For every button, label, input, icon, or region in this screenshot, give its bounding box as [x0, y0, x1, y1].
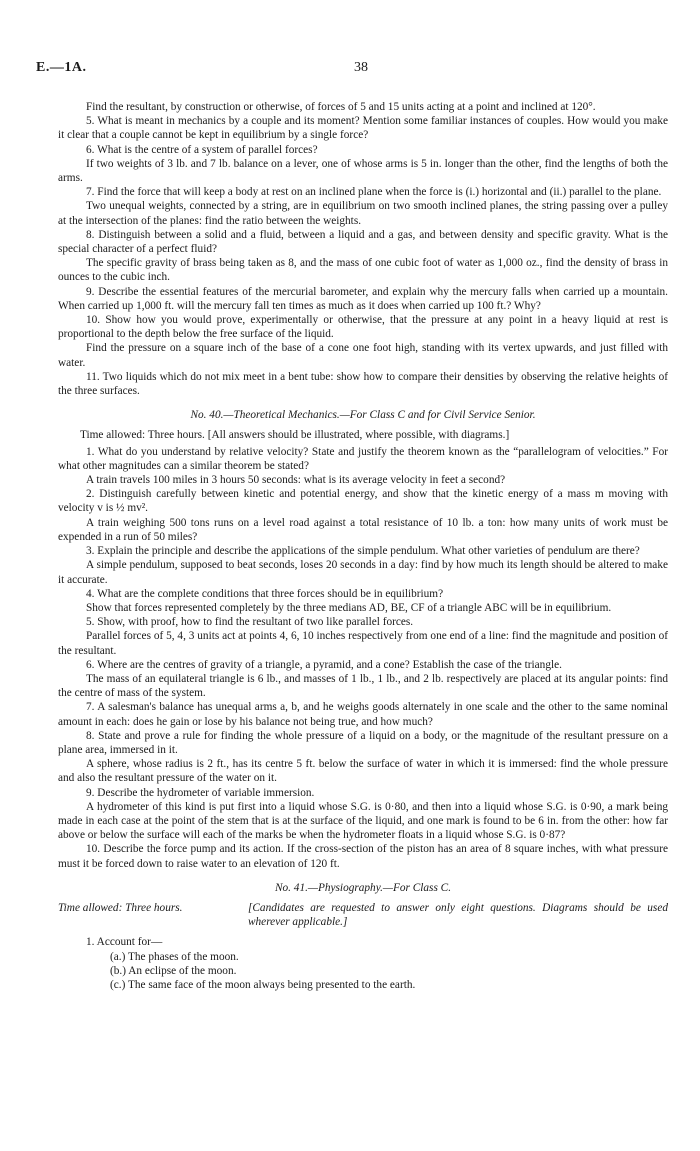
- section-41-heading: No. 41.—Physiography.—For Class C.: [274, 881, 452, 894]
- question-paragraph: A hydrometer of this kind is put first into a liquid whose S.G. is 0·80, and then into a liquid whose S.G. is 0·90, a mark being made in each case at the point of the stem that is at the surface of the liquid, and one mark is found to be 6 in. from the other: how far above or below the surface will each of the marks be when the hydrometer floats in a liquid whose S.G. is 0·87?: [58, 800, 668, 842]
- question-paragraph: 7. A salesman's balance has unequal arms a, b, and he weighs goods alternately in one scale and the other to the same nominal amount in each: does he gain or lose by his balance not being true, and how much?: [58, 701, 668, 728]
- question-paragraph: Find the resultant, by construction or otherwise, of forces of 5 and 15 units acting at a point and inclined at 120°.: [86, 101, 596, 113]
- section-41-question-1: 1. Account for—: [86, 936, 163, 949]
- question-paragraph: The mass of an equilateral triangle is 6 lb., and masses of 1 lb., 1 lb., and 2 lb. respectively are placed at its angular points: find the centre of mass of the system.: [58, 672, 668, 700]
- question-paragraph: The specific gravity of brass being taken as 8, and the mass of one cubic foot of water as 1,000 oz., find the density of brass in ounces to the cubic inch.: [58, 257, 668, 284]
- section-40-heading: No. 40.—Theoretical Mechanics.—For Class C and for Civil Service Senior.: [190, 409, 536, 422]
- sub-item: (b.) An eclipse of the moon.: [110, 964, 237, 977]
- question-paragraph: 8. Distinguish between a solid and a fluid, between a liquid and a gas, and between density and specific gravity. What is the special character of a perfect fluid?: [58, 228, 668, 256]
- page-number: 38: [354, 60, 368, 75]
- question-paragraph: Show that forces represented completely by the three medians AD, BE, CF of a triangle ABC will be in equilibrium.: [86, 601, 612, 614]
- section-41-subitems: [58, 950, 668, 993]
- section-41-time: [58, 901, 668, 929]
- questions-continued: [58, 100, 668, 398]
- sub-item: (a.) The phases of the moon.: [110, 950, 239, 963]
- section-41-time-label: Time allowed: Three hours.: [58, 901, 183, 914]
- section-41-time-note: [Candidates are requested to answer only eight questions. Diagrams should be used wherever applicable.]: [248, 901, 668, 929]
- question-paragraph: 5. Show, with proof, how to find the resultant of two like parallel forces.: [86, 616, 414, 629]
- question-paragraph: A train weighing 500 tons runs on a level road against a total resistance of 10 lb. a ton: how many units of work must be expended in a run of 50 miles?: [58, 516, 668, 543]
- section-40-time: Time allowed: Three hours. [All answers should be illustrated, where possible, with diagrams.]: [80, 429, 510, 442]
- question-paragraph: Find the pressure on a square inch of the base of a cone one foot high, standing with its vertex upwards, and just filled with water.: [58, 342, 668, 369]
- question-paragraph: 8. State and prove a rule for finding the whole pressure of a liquid on a body, or the magnitude of the resultant pressure on a plane area, immersed in it.: [58, 729, 668, 756]
- question-paragraph: A sphere, whose radius is 2 ft., has its centre 5 ft. below the surface of water in which it is immersed: find the whole pressure and also the resultant pressure of the water on it.: [58, 758, 668, 785]
- question-paragraph: 10. Describe the force pump and its action. If the cross-section of the piston has an area of 8 square inches, with what pressure must it be forced down to raise water to an elevation of 120 ft.: [58, 843, 668, 870]
- question-paragraph: 5. What is meant in mechanics by a couple and its moment? Mention some familiar instances of couples. How would you make it clear that a couple cannot be kept in equilibrium by a single force?: [58, 115, 668, 142]
- question-paragraph: A train travels 100 miles in 3 hours 50 seconds: what is its average velocity in feet a second?: [86, 474, 506, 487]
- question-paragraph: 11. Two liquids which do not mix meet in a bent tube: show how to compare their densities by observing the relative heights of the three surfaces.: [58, 370, 668, 398]
- question-paragraph: 9. Describe the essential features of the mercurial barometer, and explain why the mercury falls when carried up a mountain. When carried up 1,000 ft. will the mercury fall ten times as much as it does when carried up 100 ft.? Why?: [58, 285, 668, 312]
- question-paragraph: 9. Describe the hydrometer of variable immersion.: [86, 786, 315, 799]
- question-paragraph: 6. Where are the centres of gravity of a triangle, a pyramid, and a cone? Establish the case of the triangle.: [86, 658, 562, 671]
- question-paragraph: A simple pendulum, supposed to beat seconds, loses 20 seconds in a day: find by how much its length should be altered to make it accurate.: [58, 559, 668, 586]
- section-40-questions: [58, 445, 668, 871]
- question-paragraph: 7. Find the force that will keep a body at rest on an inclined plane when the force is (i.) horizontal and (ii.) parallel to the plane.: [86, 186, 662, 199]
- document-code: E.—1A.: [36, 60, 87, 75]
- question-paragraph: 6. What is the centre of a system of parallel forces?: [86, 143, 318, 156]
- question-paragraph: Two unequal weights, connected by a string, are in equilibrium on two smooth inclined planes, the string passing over a pulley at the intersection of the planes: find the ratio between the weights.: [58, 200, 668, 227]
- question-paragraph: 4. What are the complete conditions that three forces should be in equilibrium?: [86, 587, 444, 600]
- question-paragraph: 3. Explain the principle and describe the applications of the simple pendulum. What other varieties of pendulum are there?: [86, 545, 640, 558]
- question-paragraph: 2. Distinguish carefully between kinetic and potential energy, and show that the kinetic energy of a mass m moving with velocity v is ½ mv².: [58, 488, 668, 515]
- question-paragraph: If two weights of 3 lb. and 7 lb. balance on a lever, one of whose arms is 5 in. longer than the other, find the lengths of both the arms.: [58, 157, 668, 185]
- page-body: [58, 100, 668, 992]
- sub-item: (c.) The same face of the moon always being presented to the earth.: [110, 978, 416, 991]
- question-paragraph: 10. Show how you would prove, experimentally or otherwise, that the pressure at any point in a heavy liquid at rest is proportional to the depth below the free surface of the liquid.: [58, 314, 668, 341]
- question-paragraph: 1. What do you understand by relative velocity? State and justify the theorem known as the “parallelogram of velocities.” For what other magnitudes can a similar theorem be stated?: [58, 445, 668, 472]
- question-paragraph: Parallel forces of 5, 4, 3 units act at points 4, 6, 10 inches respectively from one end of a line: find the magnitude and position of the resultant.: [58, 630, 668, 657]
